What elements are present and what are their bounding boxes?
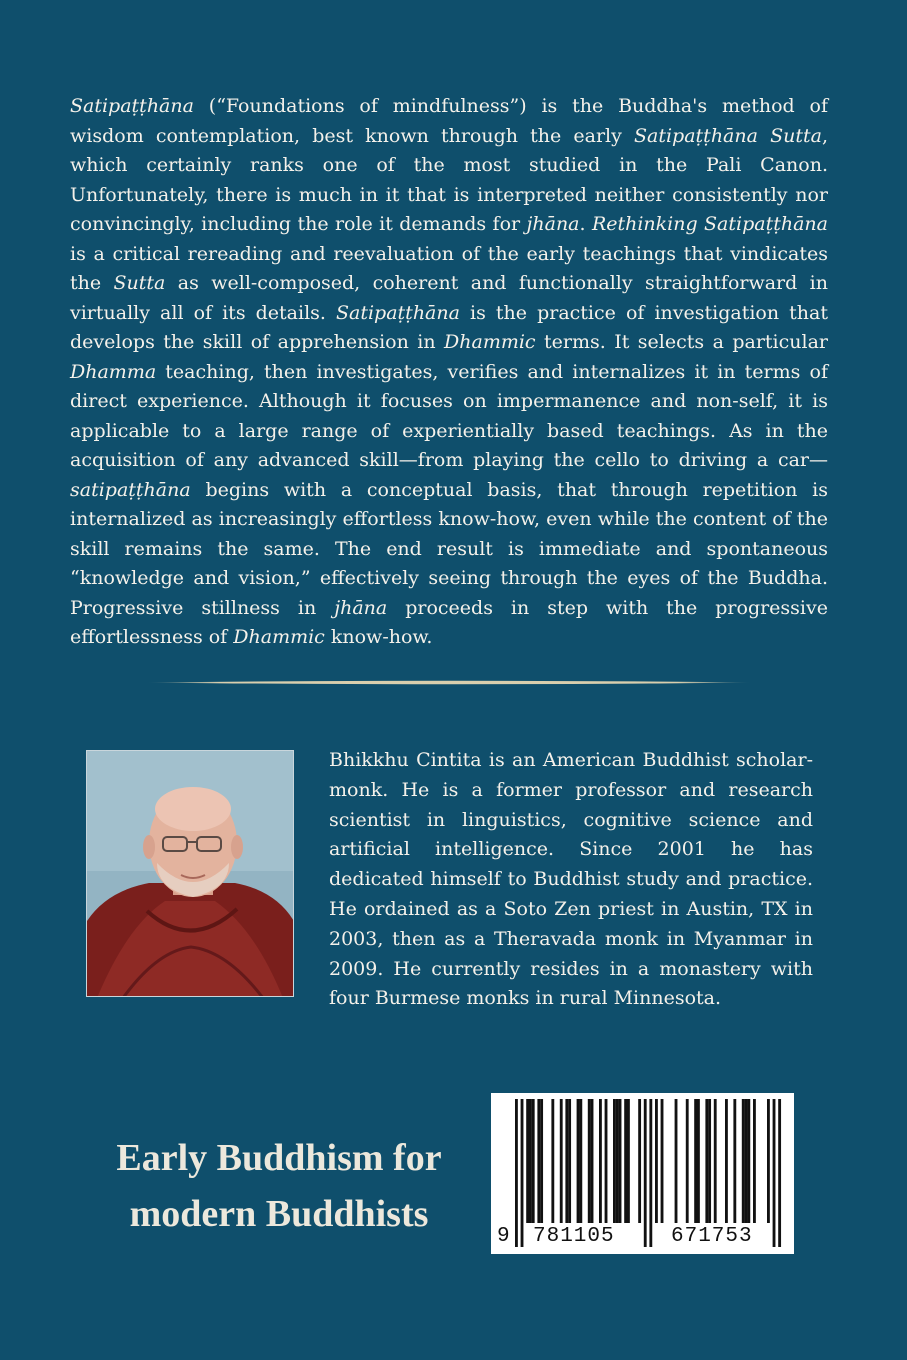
barcode-bar [537, 1099, 540, 1223]
barcode-bar [568, 1099, 571, 1223]
blurb-italic: Dhamma [70, 360, 157, 383]
barcode-bar [579, 1099, 582, 1223]
barcode-bar [577, 1099, 580, 1223]
author-portrait-illustration [87, 751, 294, 997]
tagline-line-2: modern Buddhists [129, 1193, 429, 1235]
barcode-bar [565, 1099, 568, 1223]
blurb-italic: Dhammic [233, 626, 325, 648]
barcode-bar [526, 1099, 529, 1223]
series-tagline [70, 1130, 488, 1242]
barcode-bar [649, 1099, 652, 1247]
barcode-bar [694, 1099, 697, 1223]
barcode-right-digits: 671753 [671, 1225, 753, 1248]
author-bio: Bhikkhu Cintita is an American Buddhist scholar-monk. He is a former professor and research scientist in linguistics, cognitive science and artificial intelligence. Since 2001 he has dedicated himself to Buddhist study and practice. He ordained as a Soto Zen priest in Austin, TX in 2003, then as a Theravada monk in Myanmar in 2009. He currently resides in a monastery with four Burmese monks in rural Minnesota. [329, 749, 813, 1010]
author-photo [86, 750, 294, 997]
barcode-bar [753, 1099, 756, 1223]
tagline-line-1: Early Buddhism for [116, 1137, 442, 1179]
barcode-bar [599, 1099, 602, 1223]
barcode-bar [540, 1099, 543, 1223]
blurb-italic: Rethinking Satipaṭṭhāna [591, 213, 828, 235]
blurb-italic: Satipaṭṭhāna Sutta [634, 124, 822, 147]
blurb-italic: satipaṭṭhāna [70, 478, 191, 501]
blurb-italic: jhāna [334, 596, 388, 619]
barcode-bar [745, 1099, 748, 1223]
section-divider [148, 680, 750, 685]
barcode-bar [733, 1099, 736, 1223]
barcode-bar [605, 1099, 608, 1223]
blurb-italic: Dhammic [444, 331, 536, 353]
barcode-bar [551, 1099, 554, 1223]
barcode-bar [778, 1099, 781, 1247]
barcode-bar [655, 1099, 658, 1223]
blurb-italic: jhāna [526, 213, 580, 235]
blurb-italic: Satipaṭṭhāna [70, 95, 194, 117]
barcode-bar [714, 1099, 717, 1223]
barcode-bar [767, 1099, 770, 1223]
barcode-bar [515, 1099, 518, 1247]
barcode-bar [697, 1099, 700, 1223]
barcode-bar [661, 1099, 664, 1223]
barcode-bar [747, 1099, 750, 1223]
barcode-lead-digit: 9 [497, 1225, 511, 1248]
barcode-bar [532, 1099, 535, 1223]
barcode-bar [560, 1099, 563, 1223]
isbn-barcode [491, 1093, 794, 1254]
barcode-bar [725, 1099, 728, 1223]
barcode-bar [591, 1099, 594, 1223]
barcode-bar [624, 1099, 627, 1223]
barcode-bar [742, 1099, 745, 1223]
barcode-bar [616, 1099, 619, 1223]
barcode-bar [675, 1099, 678, 1223]
barcode-bar [588, 1099, 591, 1223]
barcode-left-digits: 781105 [533, 1225, 615, 1248]
barcode-bar [619, 1099, 622, 1223]
barcode-bar [708, 1099, 711, 1223]
barcode-bar [644, 1099, 647, 1247]
barcode-bar [529, 1099, 532, 1223]
barcode-bar [638, 1099, 641, 1223]
back-cover-blurb: Satipaṭṭhāna (“Foundations of mindfulness”) is the Buddha's method of wisdom contemplation, best known through the early Satipaṭṭhāna Sutta, which certainly ranks one of the most studied in the Pali Canon. Unfortunately, there is much in it that is interpreted neither consistently nor convincingly, including the role it demands for jhāna. Rethinking Satipaṭṭhāna is a critical rereading and reevaluation of the early teachings that vindicates the Sutta as well-composed, coherent and functionally straightforward in virtually all of its details. Satipaṭṭhāna is the practice of investigation that develops the skill of apprehension in Dhammic terms. It selects a particular Dhamma teaching, then investigates, verifies and internalizes it in terms of direct experience. Although it focuses on impermanence and non-self, it is applicable to a large range of experientially based teachings. As in the acquisition of any advanced skill—from playing the cello to driving a car—satipaṭṭhāna begins with a conceptual basis, that through repetition is internalized as increasingly effortless know-how, even while the content of the skill remains the same. The end result is immediate and spontaneous “knowledge and vision,” effectively seeing through the eyes of the Buddha. Progressive stillness in jhāna proceeds in step with the progressive effortlessness of Dhammic know-how. [70, 95, 828, 648]
barcode-bar [521, 1099, 524, 1247]
blurb-italic: Satipaṭṭhāna [336, 301, 460, 324]
blurb-italic: Sutta [113, 272, 166, 294]
barcode-bar [627, 1099, 630, 1223]
barcode-bar [686, 1099, 689, 1223]
barcode-bar [613, 1099, 616, 1223]
barcode-bar [773, 1099, 776, 1247]
barcode-bar [705, 1099, 708, 1223]
